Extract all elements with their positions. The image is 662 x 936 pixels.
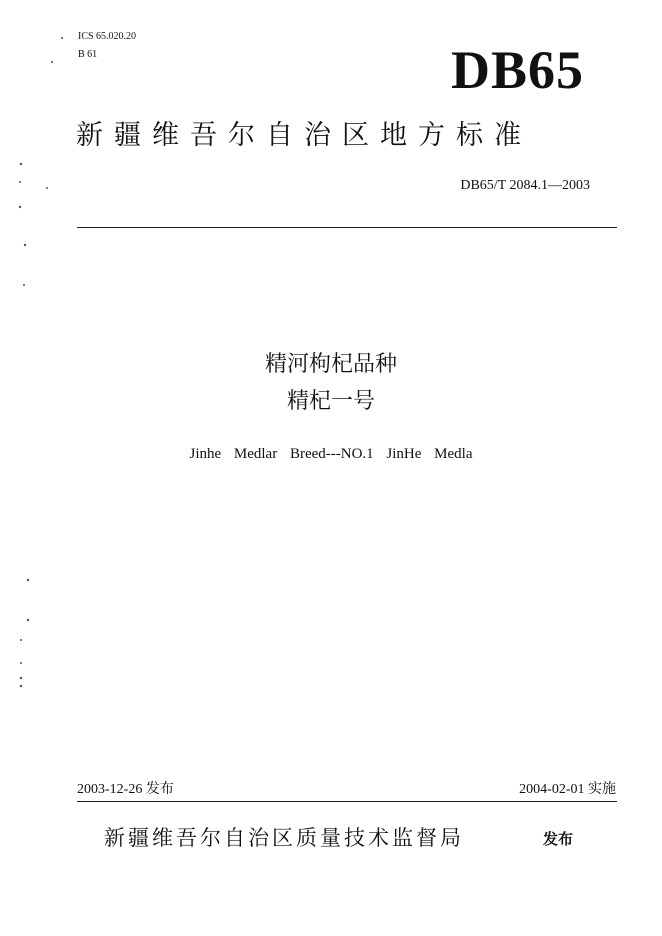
header-divider xyxy=(77,227,617,228)
document-title-line1: 精河枸杞品种 xyxy=(264,352,397,377)
standard-authority-heading: 新疆维吾尔自治区地方标准 xyxy=(76,120,532,151)
standard-number: DB65/T 2084.1—2003 xyxy=(460,178,590,193)
document-title-line2: 精杞一号 xyxy=(286,389,375,414)
ics-code: ICS 65.020.20 xyxy=(78,31,137,42)
publish-label: 发布 xyxy=(543,830,574,848)
standard-brand-mark: DB65 xyxy=(450,40,584,100)
english-title: Jinhe Medlar Breed---NO.1 JinHe Medla xyxy=(189,446,473,462)
effective-date: 2004-02-01 实施 xyxy=(519,782,616,797)
publisher-name: 新疆维吾尔自治区质量技术监督局 xyxy=(104,826,464,850)
issue-date: 2003-12-26 发布 xyxy=(77,782,174,797)
footer-divider xyxy=(77,801,617,802)
classification-code: B 61 xyxy=(78,49,98,60)
